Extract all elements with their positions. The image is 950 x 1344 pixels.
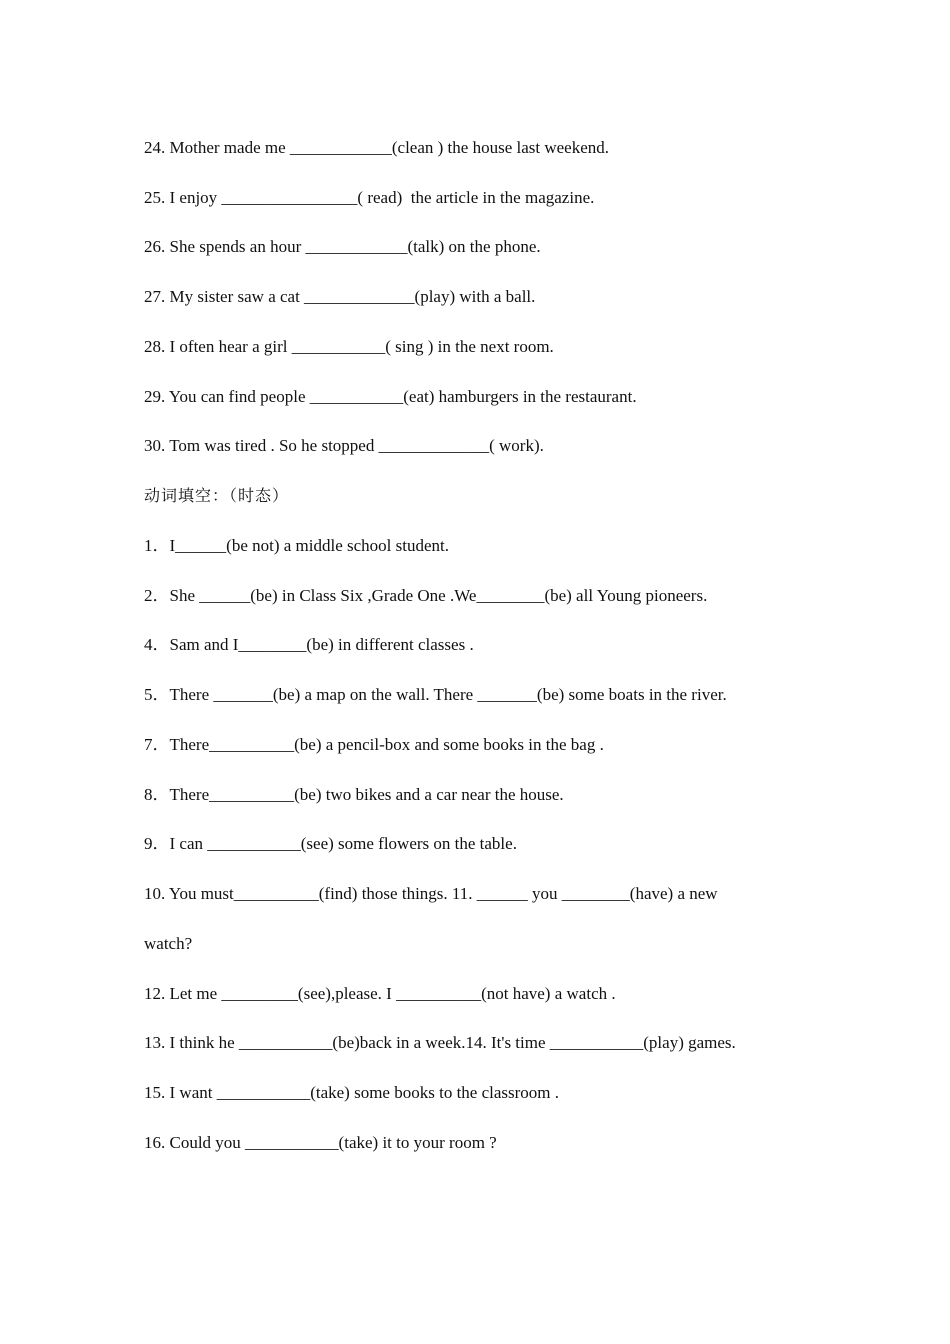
section-heading: 动词填空：（时态） [144, 486, 290, 505]
exercise-line-2: 2．She ______(be) in Class Six ,Grade One .We________(be) all Young pioneers. [144, 586, 708, 605]
exercise-line-7: 7．There__________(be) a pencil-box and some books in the bag . [144, 735, 604, 754]
exercise-line-12: 12. Let me _________(see),please. I __________(not have) a watch . [144, 984, 616, 1003]
exercise-line-27: 27. My sister saw a cat _____________(play) with a ball. [144, 287, 536, 306]
exercise-line-24: 24. Mother made me ____________(clean ) the house last weekend. [144, 138, 610, 157]
exercise-line-5: 5．There _______(be) a map on the wall. There _______(be) some boats in the river. [144, 685, 727, 704]
exercise-line-8: 8．There__________(be) two bikes and a car near the house. [144, 785, 564, 804]
exercise-line-30: 30. Tom was tired . So he stopped _____________( work). [144, 436, 544, 455]
exercise-line-16: 16. Could you ___________(take) it to your room ? [144, 1133, 497, 1152]
exercise-line-11-continued: watch? [144, 934, 193, 953]
exercise-line-15: 15. I want ___________(take) some books to the classroom . [144, 1083, 560, 1102]
exercise-line-13-14: 13. I think he ___________(be)back in a week.14. It's time ___________(play) games. [144, 1033, 736, 1052]
exercise-line-4: 4．Sam and I________(be) in different classes . [144, 635, 474, 654]
exercise-line-1: 1．I______(be not) a middle school student. [144, 536, 450, 555]
exercise-line-29: 29. You can find people ___________(eat) hamburgers in the restaurant. [144, 387, 637, 406]
exercise-line-26: 26. She spends an hour ____________(talk) on the phone. [144, 237, 541, 256]
exercise-line-9: 9．I can ___________(see) some flowers on the table. [144, 834, 517, 853]
exercise-line-10-11: 10. You must__________(find) those things. 11. ______ you ________(have) a new [144, 884, 718, 903]
exercise-line-28: 28. I often hear a girl ___________( sing ) in the next room. [144, 337, 554, 356]
exercise-line-25: 25. I enjoy ________________( read) the article in the magazine. [144, 188, 595, 207]
